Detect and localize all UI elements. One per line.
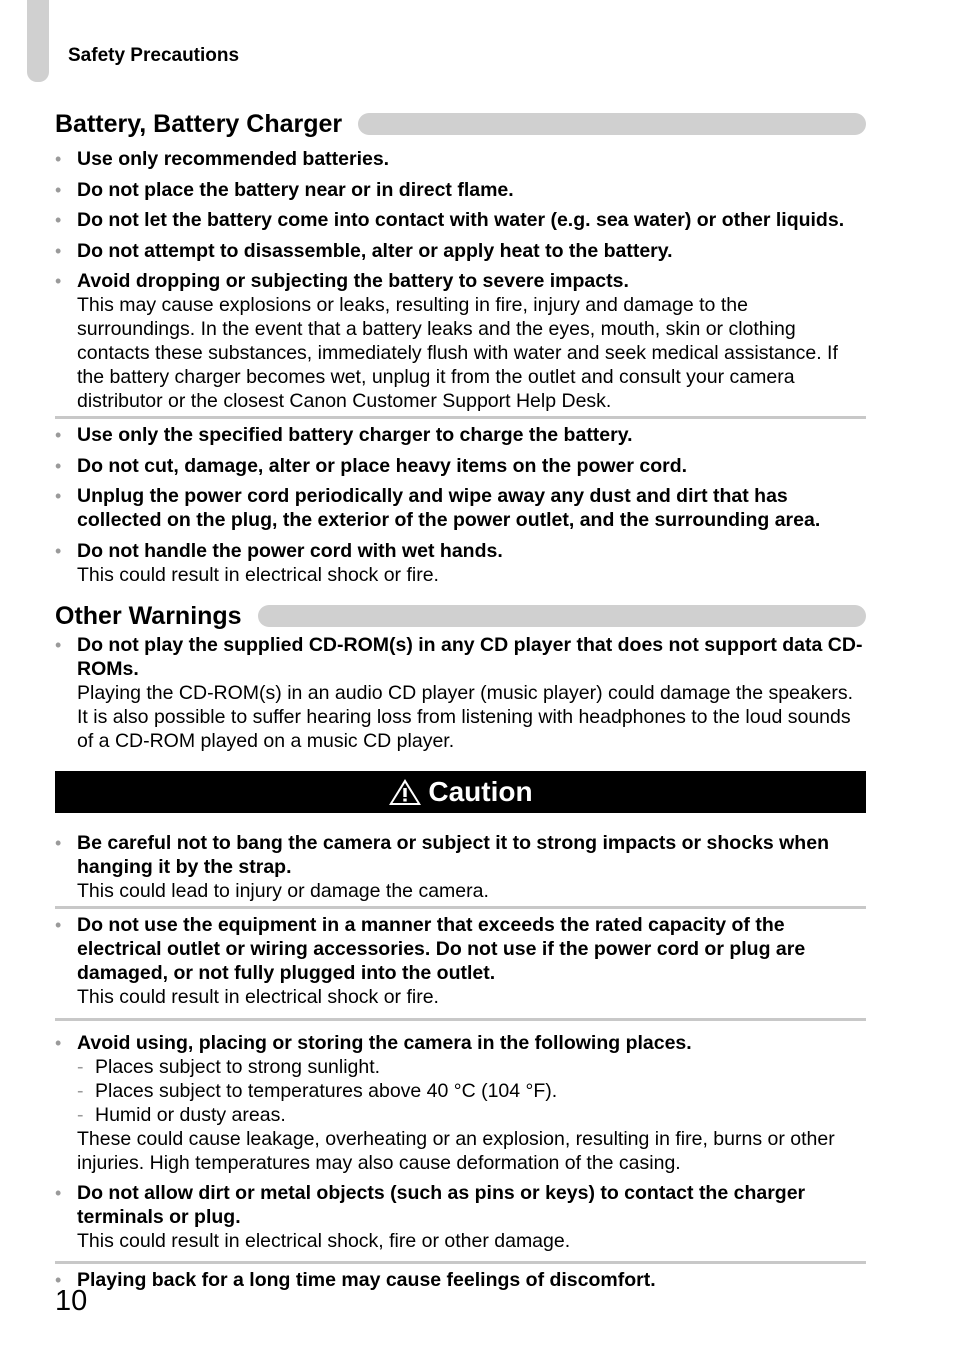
list-item: • Be careful not to bang the camera or subject it to strong impacts or shocks when hanging it by the strap. This could lead to injury or damage the camera. bbox=[55, 831, 829, 902]
bullet-icon: • bbox=[55, 540, 62, 561]
bullet-icon: • bbox=[55, 832, 62, 853]
bullet-icon: • bbox=[55, 425, 62, 445]
bullet-icon: • bbox=[55, 179, 62, 200]
section-title: Battery, Battery Charger bbox=[55, 110, 343, 138]
bullet-icon: • bbox=[55, 1032, 62, 1053]
list-item: • Use only recommended batteries. bbox=[55, 148, 390, 170]
dash-icon: - bbox=[77, 1103, 84, 1126]
list-item: • Use only the specified battery charger to charge the battery. bbox=[55, 424, 633, 446]
bullet-icon: • bbox=[55, 271, 62, 291]
caution-list-2 bbox=[55, 913, 866, 1009]
divider bbox=[55, 906, 866, 909]
list-item: • Do not attempt to disassemble, alter or apply heat to the battery. bbox=[55, 239, 673, 262]
sub-list-item: - Places subject to strong sunlight. bbox=[77, 1055, 381, 1078]
list-item: • Do not place the battery near or in direct flame. bbox=[55, 178, 514, 201]
list-item: • Unplug the power cord periodically and wipe away any dust and dirt that has collected on the plug, the exterior of the power outlet, and the surrounding area. bbox=[55, 485, 821, 531]
sub-list bbox=[77, 1055, 866, 1127]
bullet-icon: • bbox=[55, 455, 62, 476]
bullet-icon: • bbox=[55, 914, 62, 935]
list-item: • Do not let the battery come into contact with water (e.g. sea water) or other liquids. bbox=[55, 209, 845, 231]
bullet-icon: • bbox=[55, 240, 62, 261]
page-content bbox=[55, 109, 866, 1292]
list-item: • Do not handle the power cord with wet hands. This could result in electrical shock or fire. bbox=[55, 539, 503, 586]
caution-list-1 bbox=[55, 831, 866, 903]
bullet-icon: • bbox=[55, 210, 62, 230]
list-item: • Playing back for a long time may cause feelings of discomfort. bbox=[55, 1269, 656, 1291]
section-header-other-warnings bbox=[55, 601, 866, 631]
dash-icon: - bbox=[77, 1055, 84, 1078]
divider bbox=[55, 1261, 866, 1264]
list-item: • Do not play the supplied CD-ROM(s) in any CD player that does not support data CD-ROMs. Playing the CD-ROM(s) in an audio CD player (music player) could damage the speakers. It is also possible to suffer hearing loss from listening with headphones to the loud sounds of a CD-ROM played on a music CD player. bbox=[55, 633, 863, 752]
list-item: • Avoid using, placing or storing the camera in the following places. - Places subject to strong sunlight. - Places subject to temperatures above 40 °C (104 °F). - Humid or dusty areas. These could cause leakage, overheating or an explosion, resulting in fire, burns or other injuries. High temperatures may also cause deformation of the casing. bbox=[55, 1031, 866, 1175]
divider bbox=[55, 1018, 866, 1021]
list-item: • Do not allow dirt or metal objects (such as pins or keys) to contact the charger terminals or plug. This could result in electrical shock, fire or other damage. bbox=[55, 1182, 806, 1252]
bullet-icon: • bbox=[55, 1270, 62, 1290]
caution-title: Caution bbox=[428, 775, 533, 807]
list-item: • Do not cut, damage, alter or place heavy items on the power cord. bbox=[55, 454, 688, 477]
section-title: Other Warnings bbox=[55, 601, 242, 630]
battery-list-2 bbox=[55, 423, 866, 587]
caution-banner bbox=[55, 771, 866, 813]
section-header-bar bbox=[258, 605, 866, 627]
warning-triangle-icon bbox=[388, 778, 422, 806]
bullet-icon: • bbox=[55, 486, 62, 506]
bullet-icon: • bbox=[55, 149, 62, 169]
running-head: Safety Precautions bbox=[68, 45, 240, 66]
page-number: 10 bbox=[55, 1285, 88, 1317]
list-item: • Avoid dropping or subjecting the battery to severe impacts. This may cause explosions or leaks, resulting in fire, injury and damage to the surroundings. In the event that a battery leaks and the eyes, mouth, skin or clothing contacts these substances, immediately flush with water and seek medical assistance. If the battery charger becomes wet, unplug it from the outlet and consult your camera distributor or the closest Canon Customer Support Help Desk. bbox=[55, 270, 838, 412]
bullet-icon: • bbox=[55, 1183, 62, 1203]
other-warnings-list bbox=[55, 633, 866, 753]
caution-list-4 bbox=[55, 1268, 866, 1292]
sub-list-item: - Places subject to temperatures above 40 °C (104 °F). bbox=[77, 1079, 558, 1102]
divider bbox=[55, 416, 866, 419]
battery-list-1 bbox=[55, 147, 866, 413]
section-header-battery bbox=[55, 109, 866, 139]
sub-list-item: - Humid or dusty areas. bbox=[77, 1103, 286, 1126]
page-tab-marker bbox=[27, 0, 49, 82]
list-item: • Do not use the equipment in a manner that exceeds the rated capacity of the electrical outlet or wiring accessories. Do not use if the power cord or plug are damaged, or not fully plugged into the outlet. This could result in electrical shock or fire. bbox=[55, 913, 806, 1008]
dash-icon: - bbox=[77, 1079, 84, 1102]
bullet-icon: • bbox=[55, 634, 62, 655]
section-header-bar bbox=[358, 113, 866, 135]
caution-list-3 bbox=[55, 1031, 866, 1254]
